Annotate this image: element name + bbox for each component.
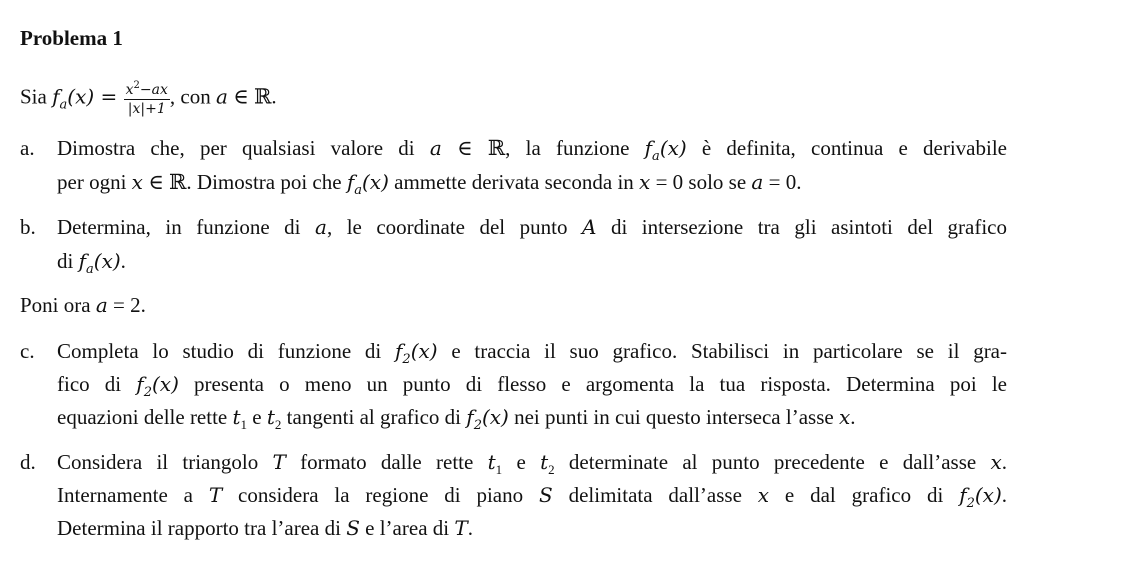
- text: .: [467, 516, 473, 540]
- item-b-label: b.: [20, 215, 36, 239]
- var-f: f: [644, 136, 653, 160]
- intro-comma: , con: [169, 84, 216, 109]
- num-x: x: [125, 82, 134, 98]
- sub-1: 1: [240, 417, 248, 432]
- text: delimitata dall’asse: [552, 483, 758, 507]
- intro-in: ∈ ℝ.: [227, 84, 277, 109]
- text: e l’area di: [359, 516, 455, 540]
- var-x: x: [131, 170, 143, 194]
- text: Considera il triangolo: [57, 450, 273, 474]
- item-a-line1: [57, 135, 1007, 170]
- var-x: x: [838, 405, 851, 429]
- var-a: a: [429, 136, 442, 160]
- sub-a: a: [652, 149, 660, 164]
- text: , le coordinate del punto: [326, 215, 582, 239]
- var-t: t: [487, 450, 496, 474]
- text: considera la regione di piano: [222, 483, 539, 507]
- item-d-line1: [57, 449, 1007, 483]
- sub-2: 2: [143, 385, 152, 400]
- var-x: x: [639, 170, 651, 194]
- problem-title: Problema 1: [20, 26, 123, 50]
- arg-x: (x): [481, 405, 509, 429]
- text: = 0 solo se: [650, 170, 752, 194]
- item-c-line3: [57, 404, 855, 439]
- item-d-line3: [57, 515, 473, 541]
- item-c-line2: [57, 371, 1007, 406]
- var-t: t: [540, 450, 549, 474]
- sub-a: a: [354, 183, 362, 198]
- text: ∈ ℝ, la funzione: [441, 136, 645, 160]
- item-a-line2: [57, 169, 801, 204]
- text: Internamente a: [57, 483, 209, 507]
- text: .: [850, 405, 856, 429]
- arg-x: (x): [410, 339, 438, 363]
- text: determinate al punto precedente e dall’asse: [554, 450, 991, 474]
- intro-prefix: Sia: [20, 84, 53, 109]
- poni-ora-line: [20, 292, 146, 318]
- var-f: f: [959, 483, 967, 507]
- sub-2: 2: [473, 418, 482, 433]
- var-f: f: [136, 372, 144, 396]
- item-b-line1: [57, 214, 1007, 240]
- text: .: [120, 249, 126, 273]
- text: di intersezione tra gli asintoti del grafico: [596, 215, 1007, 239]
- text: formato dalle rette: [285, 450, 488, 474]
- sub-2: 2: [274, 417, 282, 432]
- intro-definition: [20, 79, 277, 118]
- text: e: [502, 450, 541, 474]
- item-c-label: c.: [20, 339, 35, 363]
- text: ∈ ℝ. Dimostra poi che: [142, 170, 347, 194]
- item-d-label: d.: [20, 450, 36, 474]
- text: presenta o meno un punto di flesso e argomenta la tua risposta. Determina poi le: [178, 372, 1007, 396]
- arg-x: (x): [93, 249, 121, 273]
- den-text: |x|+1: [127, 101, 166, 117]
- var-A: A: [581, 215, 597, 239]
- var-a: a: [315, 215, 327, 239]
- item-c-line1: [57, 338, 1007, 373]
- text: Dimostra che, per qualsiasi valore di: [57, 136, 430, 160]
- text: .: [1001, 450, 1008, 474]
- var-T: T: [208, 483, 223, 507]
- var-a: a: [95, 293, 108, 317]
- text: per ogni: [57, 170, 132, 194]
- sub-2: 2: [402, 352, 411, 367]
- text: e traccia il suo grafico. Stabilisci in particolare se il gra-: [437, 339, 1007, 363]
- text: Poni ora: [20, 293, 96, 317]
- sub-a: a: [86, 262, 94, 277]
- text: = 0.: [763, 170, 802, 194]
- text: = 2.: [107, 293, 146, 317]
- var-S: S: [346, 516, 360, 540]
- var-a: a: [751, 170, 764, 194]
- var-x: x: [990, 450, 1002, 474]
- text: Completa lo studio di funzione di: [57, 339, 396, 363]
- var-f: f: [78, 249, 86, 273]
- item-d-line2: [57, 482, 1007, 517]
- var-t: t: [266, 405, 275, 429]
- text: e dal grafico di: [769, 483, 960, 507]
- arg-x: (x): [362, 170, 389, 194]
- text: è definita, continua e derivabile: [686, 136, 1007, 160]
- text: di: [57, 249, 79, 273]
- var-x: x: [757, 483, 770, 507]
- intro-fraction: [124, 78, 170, 117]
- arg-x: (x): [659, 136, 687, 160]
- text: e: [247, 405, 267, 429]
- sub-2: 2: [548, 462, 555, 477]
- var-f: f: [346, 170, 355, 194]
- var-T: T: [454, 516, 468, 540]
- intro-f-sub: a: [59, 97, 68, 113]
- fraction-numerator: [124, 78, 170, 100]
- num-rest: −ax: [139, 82, 168, 98]
- var-t: t: [232, 405, 241, 429]
- text: nei punti in cui questo interseca l’asse: [508, 405, 839, 429]
- intro-arg: [67, 84, 123, 108]
- text: equazioni delle rette: [57, 405, 233, 429]
- intro-a: a: [215, 84, 228, 109]
- intro-f: f: [52, 84, 60, 109]
- text: ammette derivata seconda in: [388, 170, 640, 194]
- text: fico di: [57, 372, 137, 396]
- item-a-label: a.: [20, 136, 35, 160]
- text: tangenti al grafico di: [281, 405, 467, 429]
- var-T: T: [272, 450, 286, 474]
- var-f: f: [395, 339, 403, 363]
- item-b-line2: [57, 248, 126, 283]
- arg-x: (x): [974, 483, 1002, 507]
- sub-2: 2: [966, 496, 975, 511]
- var-f: f: [466, 405, 474, 429]
- text: Determina il rapporto tra l’area di: [57, 516, 347, 540]
- fraction-denominator: [124, 100, 170, 117]
- intro-arg-text: (x) =: [67, 84, 124, 109]
- arg-x: (x): [151, 372, 179, 396]
- var-S: S: [539, 483, 553, 507]
- sub-1: 1: [495, 462, 503, 477]
- text: .: [1001, 483, 1008, 507]
- num-exp: 2: [133, 80, 140, 91]
- text: Determina, in funzione di: [57, 215, 316, 239]
